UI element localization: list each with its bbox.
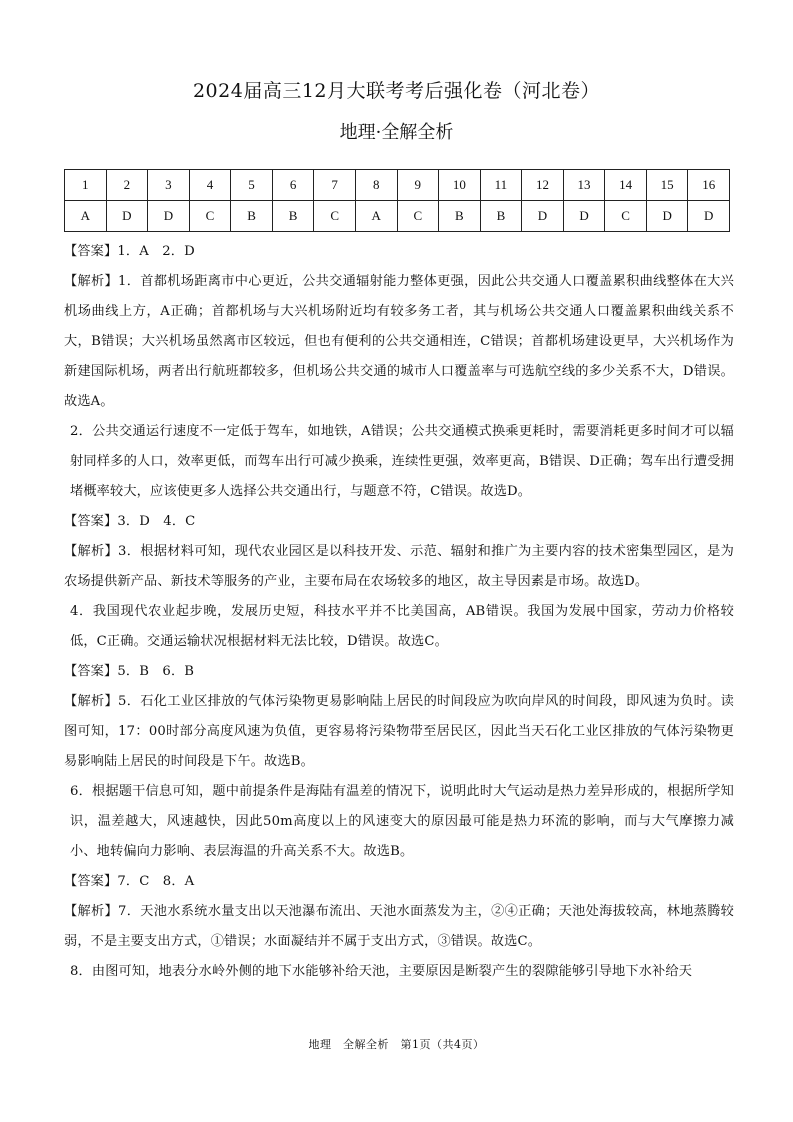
question-number-cell: 9 (397, 170, 439, 201)
question-number-cell: 16 (688, 170, 730, 201)
page-subtitle: 地理·全解全析 (339, 122, 454, 143)
question-number-cell: 1 (65, 170, 107, 201)
page-footer: 地理 全解全析 第1页（共4页） (308, 1038, 485, 1051)
question-number-cell: 4 (189, 170, 231, 201)
answer-cell: C (314, 201, 356, 232)
question-number-cell: 13 (563, 170, 605, 201)
analysis-paragraph: 2．公共交通运行速度不一定低于驾车，如地铁，A错误；公共交通模式换乘更耗时，需要消耗更多时间才可以辐射同样多的人口，效率更低，而驾车出行可减少换乘，连续性更强，效率更高，B错误、D正确；驾车出行遭受拥堵概率较大，应该使更多人选择公共交通出行，与题意不符，C错误。故选D。 (70, 424, 734, 499)
question-number-cell: 3 (148, 170, 190, 201)
page-title: 2024届高三12月大联考考后强化卷（河北卷） (192, 80, 601, 102)
analysis-paragraph: 8．由图可知，地表分水岭外侧的地下水能够补给天池，主要原因是断裂产生的裂隙能够引导地下水补给天 (70, 964, 693, 979)
answer-cell: A (65, 201, 107, 232)
answer-cell: A (355, 201, 397, 232)
question-number-cell: 6 (272, 170, 314, 201)
analysis-paragraph: 【解析】1．首都机场距离市中心更近，公共交通辐射能力整体更强，因此公共交通人口覆盖累积曲线整体在大兴机场曲线上方，A正确；首都机场与大兴机场附近均有较多务工者，其与机场公共交通人口覆盖累积曲线关系不大，B错误；大兴机场虽然离市区较远，但也有便利的公共交通相连，C错误；首都机场建设更早，大兴机场作为新建国际机场，两者出行航班都较多，但机场公共交通的城市人口覆盖率与可选航空线的多少关系不大，D错误。故选A。 (64, 274, 734, 409)
answer-cell: B (272, 201, 314, 232)
answer-cell: D (522, 201, 564, 232)
question-number-cell: 15 (646, 170, 688, 201)
answer-line: 【答案】7．C 8．A (64, 874, 195, 889)
answer-line: 【答案】5．B 6．B (64, 664, 195, 679)
answer-cell: D (688, 201, 730, 232)
answer-cell: C (397, 201, 439, 232)
question-number-cell: 10 (439, 170, 481, 201)
answer-cell: C (605, 201, 647, 232)
question-number-cell: 2 (106, 170, 148, 201)
answer-cell: D (148, 201, 190, 232)
answer-table (64, 169, 730, 232)
analysis-paragraph: 【解析】7．天池水系统水量支出以天池瀑布流出、天池水面蒸发为主，②④正确；天池处海拔较高，林地蒸腾较弱，不是主要支出方式，①错误；水面凝结并不属于支出方式，③错误。故选C。 (64, 904, 734, 949)
explanation-body (64, 237, 734, 987)
question-number-cell: 5 (231, 170, 273, 201)
analysis-paragraph: 6．根据题干信息可知，题中前提条件是海陆有温差的情况下，说明此时大气运动是热力差异形成的，根据所学知识，温差越大，风速越快，因此50m高度以上的风速变大的原因最可能是热力环流的影响，而与大气摩擦力减小、地转偏向力影响、表层海温的升高关系不大。故选B。 (70, 784, 734, 859)
answer-cell: B (480, 201, 522, 232)
answer-cell: D (563, 201, 605, 232)
answer-cell: D (106, 201, 148, 232)
analysis-paragraph: 【解析】3．根据材料可知，现代农业园区是以科技开发、示范、辐射和推广为主要内容的技术密集型园区，是为农场提供新产品、新技术等服务的产业，主要布局在农场较多的地区，故主导因素是市场。故选D。 (64, 544, 734, 589)
question-number-cell: 12 (522, 170, 564, 201)
question-number-cell: 8 (355, 170, 397, 201)
analysis-paragraph: 4．我国现代农业起步晚，发展历史短，科技水平并不比美国高，AB错误。我国为发展中国家，劳动力价格较低，C正确。交通运输状况根据材料无法比较，D错误。故选C。 (70, 604, 734, 649)
answer-line: 【答案】3．D 4．C (64, 514, 196, 529)
answer-cell: B (231, 201, 273, 232)
answer-line: 【答案】1．A 2．D (64, 244, 195, 259)
answer-cell: D (646, 201, 688, 232)
answer-cell: C (189, 201, 231, 232)
question-number-cell: 11 (480, 170, 522, 201)
question-number-cell: 7 (314, 170, 356, 201)
answer-table-number-row (65, 170, 730, 201)
answer-cell: B (439, 201, 481, 232)
analysis-paragraph: 【解析】5．石化工业区排放的气体污染物更易影响陆上居民的时间段应为吹向岸风的时间段，即风速为负时。读图可知，17：00时部分高度风速为负值，更容易将污染物带至居民区，因此当天石化工业区排放的气体污染物更易影响陆上居民的时间段是下午。故选B。 (64, 694, 734, 769)
question-number-cell: 14 (605, 170, 647, 201)
answer-table-answer-row (65, 201, 730, 232)
